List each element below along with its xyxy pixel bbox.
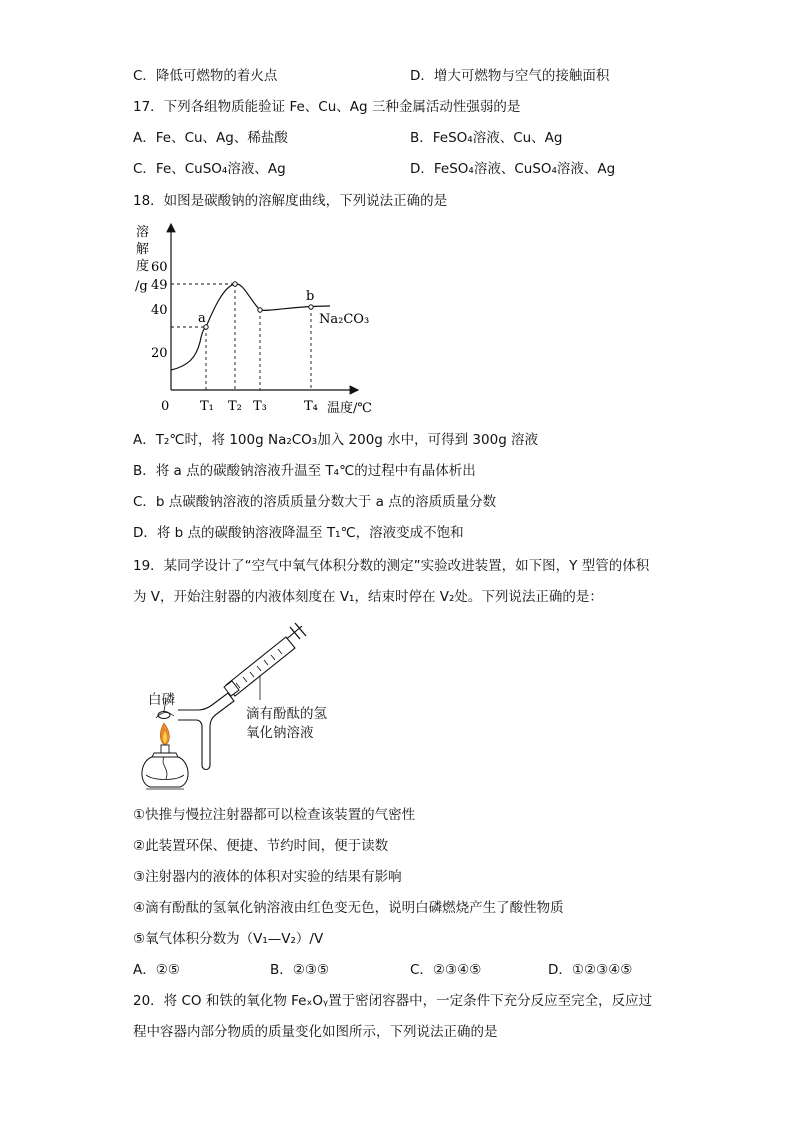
q18-option-c: C．b 点碳酸钠溶液的溶质质量分数大于 a 点的溶质质量分数 xyxy=(133,494,497,510)
q18-option-d: D．将 b 点的碳酸钠溶液降温至 T₁℃，溶液变成不饱和 xyxy=(133,525,464,541)
q20-stem-line-1: 20．将 CO 和铁的氧化物 FeₓOᵧ置于密闭容器中，一定条件下充分反应至完全，反应过 xyxy=(133,993,653,1009)
y-axis-label-2: 解 xyxy=(136,242,150,257)
q19-stem-line-2: 为 V，开始注射器的内液体刻度在 V₁，结束时停在 V₂处。下列说法正确的是： xyxy=(133,589,603,605)
q19-option-c: C．②③④⑤ xyxy=(410,962,482,978)
point-t2-marker xyxy=(233,282,237,286)
solubility-chart xyxy=(130,220,390,420)
label-white-phosphorus: 白磷 xyxy=(148,692,175,708)
point-t3-marker xyxy=(258,308,262,312)
y-tick-40: 40 xyxy=(151,303,168,318)
q19-statement-4: ④滴有酚酞的氢氧化钠溶液由红色变无色，说明白磷燃烧产生了酸性物质 xyxy=(133,900,564,916)
x-tick-t3: T₃ xyxy=(253,399,267,414)
q19-statement-1: ①快推与慢拉注射器都可以检查该装置的气密性 xyxy=(133,807,416,823)
origin-label: 0 xyxy=(161,399,170,414)
q20-stem-line-2: 程中容器内部分物质的质量变化如图所示，下列说法正确的是 xyxy=(133,1024,498,1040)
q19-statement-2: ②此装置环保、便捷、节约时间，便于读数 xyxy=(133,838,389,854)
label-solution-line-2: 氧化钠溶液 xyxy=(246,725,314,741)
q18-option-b: B．将 a 点的碳酸钠溶液升温至 T₄℃的过程中有晶体析出 xyxy=(133,463,476,479)
x-tick-t1: T₁ xyxy=(200,399,214,414)
q19-statement-5: ⑤氧气体积分数为（V₁—V₂）/V xyxy=(133,931,324,947)
point-b-marker xyxy=(309,305,313,309)
y-tick-60: 60 xyxy=(151,260,168,275)
x-tick-t4: T₄ xyxy=(304,399,318,414)
y-axis-label-4: /g xyxy=(135,279,148,294)
y-axis-label-1: 溶 xyxy=(136,225,150,240)
q19-stem-line-1: 19．某同学设计了“空气中氧气体积分数的测定”实验改进装置，如下图，Y 型管的体积 xyxy=(133,558,650,574)
point-a-label: a xyxy=(198,311,206,326)
q16-option-d: D．增大可燃物与空气的接触面积 xyxy=(410,68,610,84)
q18-stem: 18．如图是碳酸钠的溶解度曲线，下列说法正确的是 xyxy=(133,193,448,209)
q17-option-c: C．Fe、CuSO₄溶液、Ag xyxy=(133,161,286,177)
q17-option-d: D．FeSO₄溶液、CuSO₄溶液、Ag xyxy=(410,161,616,177)
point-b-label: b xyxy=(306,289,315,304)
q19-option-d: D．①②③④⑤ xyxy=(548,962,633,978)
q17-stem: 17．下列各组物质能验证 Fe、Cu、Ag 三种金属活动性强弱的是 xyxy=(133,99,521,115)
q17-option-a: A．Fe、Cu、Ag、稀盐酸 xyxy=(133,130,288,146)
q18-option-a: A．T₂℃时，将 100g Na₂CO₃加入 200g 水中，可得到 300g 溶液 xyxy=(133,432,539,448)
x-axis-label: 温度/℃ xyxy=(327,401,372,416)
q16-option-c: C．降低可燃物的着火点 xyxy=(133,68,278,84)
series-label-na2co3: Na₂CO₃ xyxy=(319,312,370,327)
y-axis-label-3: 度 xyxy=(136,259,150,274)
q19-option-b: B．②③⑤ xyxy=(270,962,330,978)
q17-option-b: B．FeSO₄溶液、Cu、Ag xyxy=(410,130,563,146)
label-solution-line-1: 滴有酚酞的氢 xyxy=(246,706,327,722)
x-tick-t2: T₂ xyxy=(228,399,242,414)
y-tick-49: 49 xyxy=(151,278,168,293)
y-tube xyxy=(178,693,234,770)
y-tick-20: 20 xyxy=(151,346,168,361)
q19-statement-3: ③注射器内的液体的体积对实验的结果有影响 xyxy=(133,869,402,885)
q19-option-a: A．②⑤ xyxy=(133,962,180,978)
alcohol-lamp xyxy=(142,745,188,789)
